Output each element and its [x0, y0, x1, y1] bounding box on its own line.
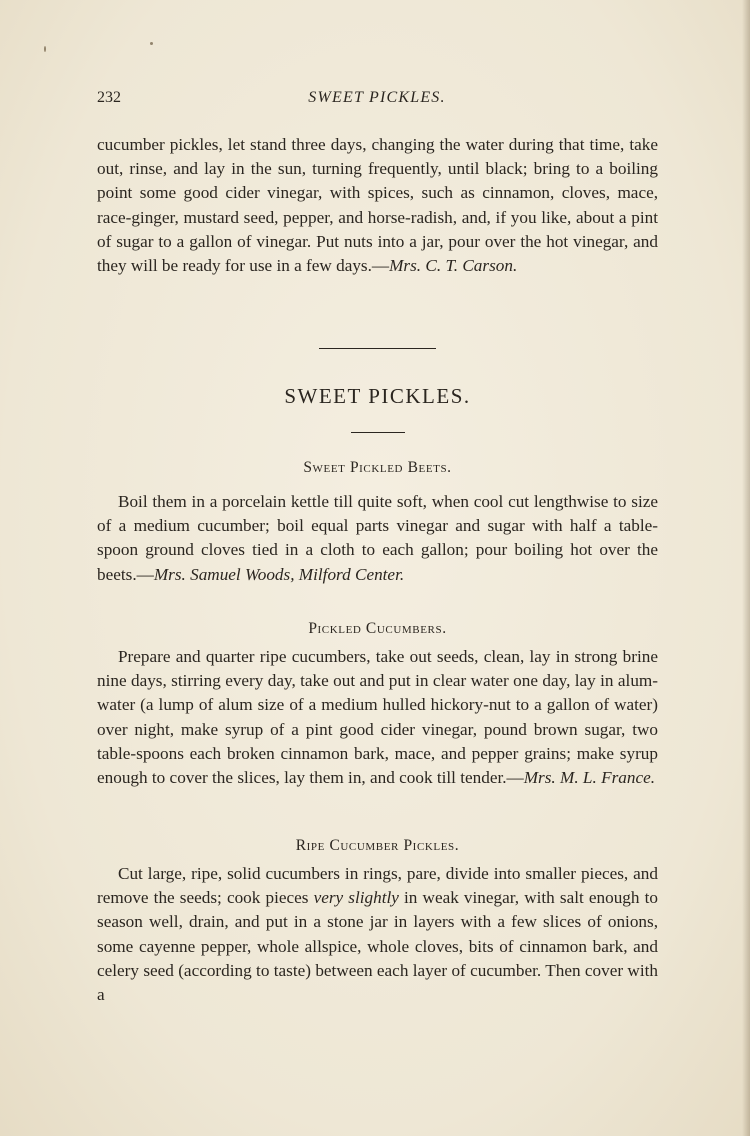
paper-speck: [44, 46, 46, 52]
recipe-pickled-cucumbers: [97, 645, 658, 790]
recipe-text-continued: in weak vinegar, with salt enough to season well, drain, and put in a stone jar in layers with a few slices of onions, some cayenne pepper, whole allspice, whole cloves, bits of cinnamon bark, and celery seed (according to taste) between each layer of cucumber. Then cover with a: [97, 888, 658, 1005]
running-head: SWEET PICKLES.: [308, 89, 446, 106]
recipe-ripe-cucumber-pickles: [97, 862, 658, 1007]
page-number: 232: [97, 89, 121, 106]
recipe-text: Cut large, ripe, solid cucumbers in rings, pare, divide into smaller pieces, and remove the seeds; cook pieces: [97, 864, 658, 908]
recipe-text: Prepare and quarter ripe cucumbers, take out seeds, clean, lay in strong brine nine days, stirring every day, take out and put in clear water one day, lay in alum-water (a lump of alum size of a medium hulled hickory-nut to a gallon of water) over night, make syrup of a pint good cider vinegar, pound brown sugar, two table-spoons each broken cinnamon bark, mace, and pepper grains; make syrup enough to cover the slices, lay them in, and cook till tender.—: [97, 647, 658, 788]
intro-paragraph: [97, 133, 658, 278]
page-edge-shadow: [742, 0, 750, 1136]
recipe-credit: Mrs. M. L. France.: [523, 768, 656, 788]
recipe-text: Boil them in a porcelain kettle till quite soft, when cool cut lengthwise to size of a medium cucumber; boil equal parts vinegar and sugar with half a table-spoon ground cloves tied in a cloth to each gallon; pour boiling hot over the beets.—: [97, 492, 658, 584]
section-divider-rule: [319, 348, 436, 349]
title-underline-rule: [351, 432, 405, 433]
recipe-credit: Mrs. Samuel Woods, Milford Center.: [153, 564, 405, 584]
section-title: SWEET PICKLES.: [284, 384, 471, 408]
recipe-title-ripe-cucumber-pickles: Ripe Cucumber Pickles.: [295, 837, 460, 854]
page-header: [97, 89, 657, 113]
recipe-title-pickled-cucumbers: Pickled Cucumbers.: [308, 620, 447, 637]
intro-credit: Mrs. C. T. Carson.: [389, 256, 518, 276]
intro-text: cucumber pickles, let stand three days, changing the water during that time, take out, rinse, and lay in the sun, turning frequently, until black; bring to a boiling point some good cider vinegar, with spices, such as cinnamon, cloves, mace, race-ginger, mustard seed, pepper, and horse-radish, and, if you like, about a pint of sugar to a gallon of vinegar. Put nuts into a jar, pour over the hot vinegar, and they will be ready for use in a few days.—: [97, 135, 658, 276]
recipe-emphasis: very slightly: [313, 888, 399, 908]
recipe-title-sweet-pickled-beets: Sweet Pickled Beets.: [303, 459, 452, 476]
recipe-sweet-pickled-beets: [97, 490, 658, 587]
paper-speck: [150, 42, 153, 45]
